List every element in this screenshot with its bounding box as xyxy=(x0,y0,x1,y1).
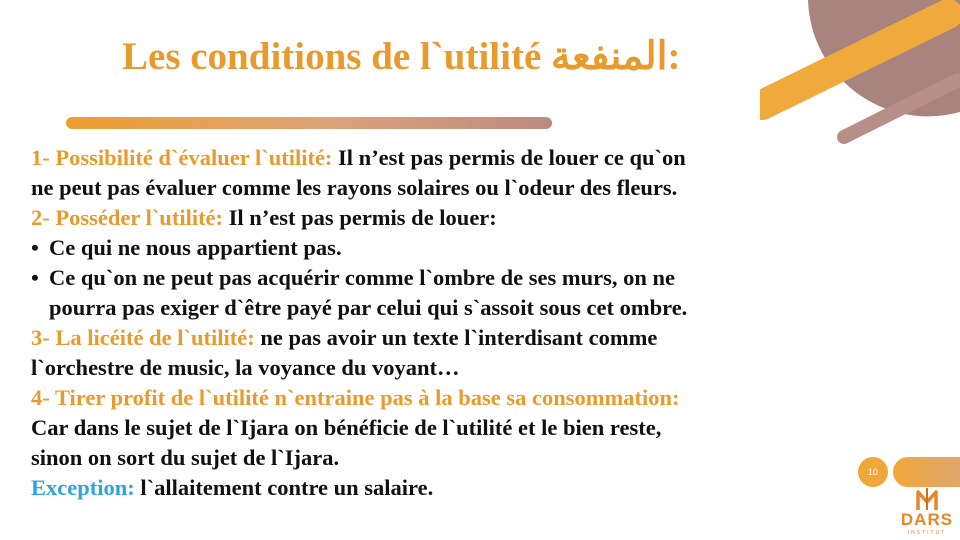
page-number-pill xyxy=(893,457,960,487)
item4-heading: 4- Tirer profit de l`utilité n`entraine pas à la base sa consommation: xyxy=(31,385,680,410)
item1-text-line1: Il n’est pas permis de louer ce qu`on xyxy=(332,145,686,170)
title-arabic: المنفعة xyxy=(551,35,668,78)
item2-line1 xyxy=(31,203,911,233)
item2-heading: 2- Posséder l`utilité: xyxy=(31,205,224,230)
exception-text: l`allaitement contre un salaire. xyxy=(134,475,434,500)
item1-text-line2: ne peut pas évaluer comme les rayons solaires ou l`odeur des fleurs. xyxy=(31,175,678,200)
logo-mark-icon xyxy=(898,488,956,512)
item4-text-line1: Car dans le sujet de l`Ijara on bénéficie de l`utilité et le bien reste, xyxy=(31,415,662,440)
item3-text-line1: ne pas avoir un texte l`interdisant comme xyxy=(254,325,658,350)
item3-line1 xyxy=(31,323,911,353)
item2-text: Il n’est pas permis de louer: xyxy=(223,205,497,230)
title-underline-bar xyxy=(66,117,552,129)
item2-bullet1 xyxy=(31,233,911,263)
logo-tagline: INSTITUT xyxy=(907,530,947,536)
bullet1-text: Ce qui ne nous appartient pas. xyxy=(49,235,342,260)
logo-name: DARS xyxy=(900,510,954,529)
exception-heading: Exception: xyxy=(31,475,135,500)
corner-decoration xyxy=(760,0,960,150)
item4-text-line2: sinon on sort du sujet de l`Ijara. xyxy=(31,445,340,470)
item3-text-line2: l`orchestre de music, la voyance du voyant… xyxy=(31,355,460,380)
exception-line xyxy=(31,473,911,503)
slide-body xyxy=(31,143,911,503)
page-number-badge: 10 xyxy=(858,457,888,487)
title-french: Les conditions de l`utilité xyxy=(122,35,552,78)
item2-bullet2 xyxy=(31,263,911,293)
item1-heading: 1- Possibilité d`évaluer l`utilité: xyxy=(31,145,333,170)
bullet-marker: • xyxy=(31,235,39,260)
item3-heading: 3- La licéité de l`utilité: xyxy=(31,325,255,350)
bullet2-text-line1: Ce qu`on ne peut pas acquérir comme l`ombre de ses murs, on ne xyxy=(49,265,676,290)
slide-title xyxy=(122,34,681,79)
title-colon: : xyxy=(667,35,681,78)
bullet2-text-line2: pourra pas exiger d`être payé par celui qui s`assoit sous cet ombre. xyxy=(49,295,688,320)
bullet-marker: • xyxy=(31,265,39,290)
dars-logo xyxy=(898,488,956,538)
item1-line1 xyxy=(31,143,911,173)
